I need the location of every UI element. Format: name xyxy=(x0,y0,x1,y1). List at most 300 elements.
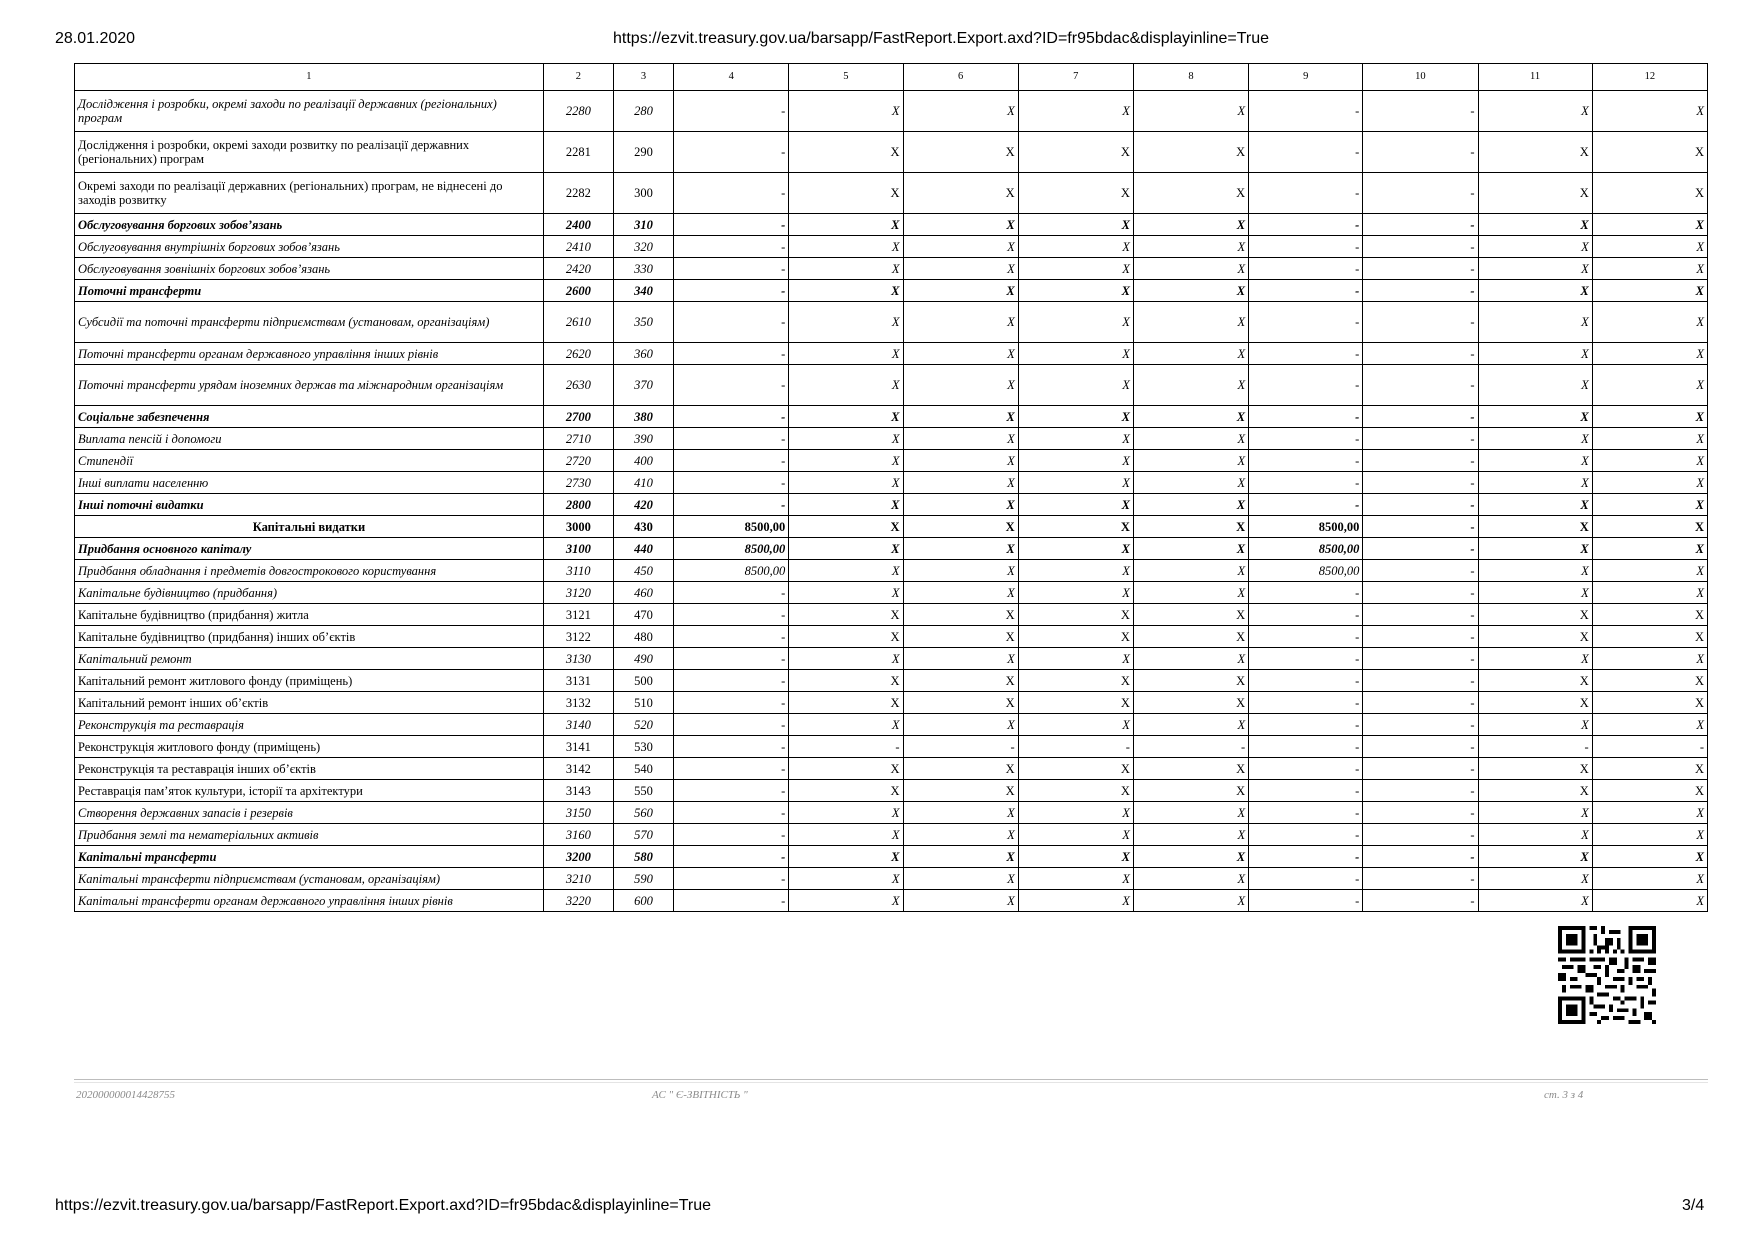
row-code: 3150 xyxy=(543,802,613,824)
row-value-col-4: - xyxy=(674,846,789,868)
table-row xyxy=(75,604,1708,626)
row-line-number: 360 xyxy=(613,343,673,365)
row-line-number: 330 xyxy=(613,258,673,280)
row-value-col-5: X xyxy=(789,472,903,494)
row-value-col-11: X xyxy=(1478,780,1592,802)
row-line-number: 580 xyxy=(613,846,673,868)
row-value-col-7: X xyxy=(1018,365,1133,406)
row-value-col-6: X xyxy=(903,824,1018,846)
row-line-number: 340 xyxy=(613,280,673,302)
row-value-col-10: - xyxy=(1363,582,1478,604)
table-row xyxy=(75,516,1708,538)
row-code: 3143 xyxy=(543,780,613,802)
row-value-col-5: X xyxy=(789,302,903,343)
row-value-col-7: X xyxy=(1018,236,1133,258)
row-value-col-11: X xyxy=(1478,365,1592,406)
row-value-col-8: X xyxy=(1133,560,1248,582)
row-value-col-11: X xyxy=(1478,824,1592,846)
row-value-col-6: X xyxy=(903,132,1018,173)
row-value-col-11: X xyxy=(1478,472,1592,494)
row-value-col-12: X xyxy=(1592,428,1707,450)
row-value-col-6: X xyxy=(903,604,1018,626)
table-row xyxy=(75,560,1708,582)
row-value-col-6: X xyxy=(903,560,1018,582)
column-header-12: 12 xyxy=(1592,64,1707,91)
row-code: 2280 xyxy=(543,91,613,132)
row-line-number: 380 xyxy=(613,406,673,428)
row-value-col-6: X xyxy=(903,450,1018,472)
row-value-col-8: X xyxy=(1133,516,1248,538)
row-value-col-12: X xyxy=(1592,890,1707,912)
row-value-col-6: X xyxy=(903,802,1018,824)
row-code: 3120 xyxy=(543,582,613,604)
row-value-col-9: - xyxy=(1249,91,1363,132)
row-code: 3132 xyxy=(543,692,613,714)
row-line-number: 400 xyxy=(613,450,673,472)
row-value-col-4: - xyxy=(674,670,789,692)
row-value-col-11: - xyxy=(1478,736,1592,758)
row-value-col-9: - xyxy=(1249,132,1363,173)
row-label: Придбання основного капіталу xyxy=(75,538,544,560)
row-code: 3200 xyxy=(543,846,613,868)
row-code: 3140 xyxy=(543,714,613,736)
row-value-col-10: - xyxy=(1363,692,1478,714)
row-value-col-11: X xyxy=(1478,91,1592,132)
row-line-number: 500 xyxy=(613,670,673,692)
row-value-col-8: X xyxy=(1133,758,1248,780)
row-line-number: 370 xyxy=(613,365,673,406)
row-value-col-4: - xyxy=(674,868,789,890)
row-value-col-10: - xyxy=(1363,236,1478,258)
row-value-col-8: X xyxy=(1133,236,1248,258)
row-code: 2720 xyxy=(543,450,613,472)
row-value-col-12: X xyxy=(1592,494,1707,516)
row-value-col-12: X xyxy=(1592,582,1707,604)
row-value-col-6: X xyxy=(903,343,1018,365)
row-value-col-12: X xyxy=(1592,846,1707,868)
row-value-col-12: X xyxy=(1592,406,1707,428)
row-value-col-12: X xyxy=(1592,280,1707,302)
row-value-col-9: - xyxy=(1249,494,1363,516)
table-header-row xyxy=(75,64,1708,91)
row-value-col-5: X xyxy=(789,648,903,670)
row-code: 2630 xyxy=(543,365,613,406)
row-value-col-4: - xyxy=(674,406,789,428)
row-value-col-9: - xyxy=(1249,173,1363,214)
row-value-col-5: X xyxy=(789,802,903,824)
table-row xyxy=(75,472,1708,494)
row-label: Виплата пенсій і допомоги xyxy=(75,428,544,450)
row-value-col-5: X xyxy=(789,258,903,280)
row-value-col-5: X xyxy=(789,236,903,258)
row-value-col-8: X xyxy=(1133,670,1248,692)
row-value-col-5: X xyxy=(789,758,903,780)
row-code: 3122 xyxy=(543,626,613,648)
table-row xyxy=(75,91,1708,132)
row-line-number: 490 xyxy=(613,648,673,670)
table-row xyxy=(75,736,1708,758)
row-value-col-8: X xyxy=(1133,91,1248,132)
row-value-col-9: - xyxy=(1249,450,1363,472)
row-value-col-5: X xyxy=(789,343,903,365)
row-value-col-10: - xyxy=(1363,560,1478,582)
row-value-col-11: X xyxy=(1478,582,1592,604)
row-value-col-11: X xyxy=(1478,890,1592,912)
row-code: 3210 xyxy=(543,868,613,890)
row-label: Поточні трансферти урядам іноземних держав та міжнародним організаціям xyxy=(75,365,544,406)
row-value-col-6: X xyxy=(903,648,1018,670)
row-value-col-6: X xyxy=(903,173,1018,214)
row-value-col-10: - xyxy=(1363,302,1478,343)
row-value-col-8: X xyxy=(1133,538,1248,560)
row-value-col-10: - xyxy=(1363,280,1478,302)
row-line-number: 480 xyxy=(613,626,673,648)
row-code: 2600 xyxy=(543,280,613,302)
row-value-col-12: X xyxy=(1592,868,1707,890)
row-value-col-9: - xyxy=(1249,890,1363,912)
row-value-col-10: - xyxy=(1363,780,1478,802)
row-value-col-7: X xyxy=(1018,758,1133,780)
row-value-col-9: - xyxy=(1249,258,1363,280)
row-value-col-4: - xyxy=(674,236,789,258)
row-value-col-12: X xyxy=(1592,365,1707,406)
table-row xyxy=(75,365,1708,406)
row-value-col-6: X xyxy=(903,714,1018,736)
row-label: Реконструкція житлового фонду (приміщень) xyxy=(75,736,544,758)
row-value-col-12: X xyxy=(1592,648,1707,670)
row-value-col-8: X xyxy=(1133,258,1248,280)
row-value-col-4: - xyxy=(674,780,789,802)
print-url-footer: https://ezvit.treasury.gov.ua/barsapp/FastReport.Export.axd?ID=fr95bdac&displayinline=True xyxy=(55,1197,712,1214)
row-code: 3220 xyxy=(543,890,613,912)
row-value-col-9: - xyxy=(1249,302,1363,343)
row-value-col-9: - xyxy=(1249,802,1363,824)
table-row xyxy=(75,670,1708,692)
row-value-col-4: - xyxy=(674,428,789,450)
row-value-col-11: X xyxy=(1478,343,1592,365)
table-row xyxy=(75,494,1708,516)
table-row xyxy=(75,428,1708,450)
row-code: 2620 xyxy=(543,343,613,365)
row-value-col-4: - xyxy=(674,714,789,736)
row-value-col-10: - xyxy=(1363,648,1478,670)
row-value-col-12: X xyxy=(1592,758,1707,780)
table-row xyxy=(75,258,1708,280)
row-value-col-7: X xyxy=(1018,824,1133,846)
row-value-col-6: X xyxy=(903,890,1018,912)
row-value-col-7: X xyxy=(1018,132,1133,173)
row-value-col-7: X xyxy=(1018,560,1133,582)
row-code: 2730 xyxy=(543,472,613,494)
row-value-col-9: 8500,00 xyxy=(1249,516,1363,538)
row-value-col-5: X xyxy=(789,494,903,516)
row-value-col-7: X xyxy=(1018,450,1133,472)
row-value-col-6: X xyxy=(903,846,1018,868)
row-label: Капітальні видатки xyxy=(75,516,544,538)
table-row xyxy=(75,626,1708,648)
row-value-col-6: X xyxy=(903,538,1018,560)
table-body xyxy=(75,91,1708,912)
table-row xyxy=(75,280,1708,302)
row-value-col-10: - xyxy=(1363,450,1478,472)
row-line-number: 520 xyxy=(613,714,673,736)
row-value-col-4: - xyxy=(674,302,789,343)
row-label: Капітальний ремонт житлового фонду (приміщень) xyxy=(75,670,544,692)
row-label: Обслуговування боргових зобов’язань xyxy=(75,214,544,236)
row-line-number: 600 xyxy=(613,890,673,912)
row-line-number: 440 xyxy=(613,538,673,560)
row-value-col-8: X xyxy=(1133,692,1248,714)
row-value-col-8: X xyxy=(1133,868,1248,890)
row-value-col-7: X xyxy=(1018,714,1133,736)
row-value-col-11: X xyxy=(1478,406,1592,428)
row-value-col-8: X xyxy=(1133,604,1248,626)
row-value-col-6: X xyxy=(903,214,1018,236)
row-value-col-7: X xyxy=(1018,280,1133,302)
row-value-col-12: X xyxy=(1592,560,1707,582)
row-line-number: 320 xyxy=(613,236,673,258)
row-value-col-9: 8500,00 xyxy=(1249,538,1363,560)
row-value-col-10: - xyxy=(1363,890,1478,912)
row-line-number: 460 xyxy=(613,582,673,604)
row-value-col-12: X xyxy=(1592,670,1707,692)
row-value-col-4: - xyxy=(674,472,789,494)
table-row xyxy=(75,406,1708,428)
row-code: 2420 xyxy=(543,258,613,280)
row-value-col-8: X xyxy=(1133,846,1248,868)
row-value-col-7: X xyxy=(1018,516,1133,538)
row-label: Поточні трансферти xyxy=(75,280,544,302)
column-header-8: 8 xyxy=(1133,64,1248,91)
row-value-col-9: - xyxy=(1249,604,1363,626)
row-value-col-11: X xyxy=(1478,302,1592,343)
row-value-col-6: X xyxy=(903,91,1018,132)
row-value-col-9: - xyxy=(1249,736,1363,758)
row-code: 3110 xyxy=(543,560,613,582)
row-label: Капітальний ремонт xyxy=(75,648,544,670)
row-value-col-10: - xyxy=(1363,472,1478,494)
row-value-col-12: X xyxy=(1592,714,1707,736)
footer-divider xyxy=(74,1079,1708,1080)
row-value-col-9: - xyxy=(1249,670,1363,692)
row-label: Субсидії та поточні трансферти підприємствам (установам, організаціям) xyxy=(75,302,544,343)
row-value-col-8: X xyxy=(1133,280,1248,302)
row-value-col-4: - xyxy=(674,258,789,280)
row-value-col-7: X xyxy=(1018,846,1133,868)
row-value-col-5: X xyxy=(789,450,903,472)
footer-divider-secondary xyxy=(74,1082,1708,1083)
row-value-col-10: - xyxy=(1363,670,1478,692)
row-value-col-11: X xyxy=(1478,428,1592,450)
row-value-col-11: X xyxy=(1478,560,1592,582)
row-value-col-11: X xyxy=(1478,670,1592,692)
table-row xyxy=(75,214,1708,236)
row-code: 3142 xyxy=(543,758,613,780)
column-header-3: 3 xyxy=(613,64,673,91)
row-value-col-7: X xyxy=(1018,472,1133,494)
row-value-col-5: X xyxy=(789,406,903,428)
row-value-col-12: X xyxy=(1592,780,1707,802)
row-value-col-11: X xyxy=(1478,648,1592,670)
row-value-col-9: - xyxy=(1249,648,1363,670)
row-value-col-6: X xyxy=(903,692,1018,714)
row-value-col-5: X xyxy=(789,91,903,132)
row-value-col-5: X xyxy=(789,582,903,604)
row-value-col-9: - xyxy=(1249,280,1363,302)
row-label: Стипендії xyxy=(75,450,544,472)
column-header-1: 1 xyxy=(75,64,544,91)
row-value-col-10: - xyxy=(1363,758,1478,780)
row-value-col-9: - xyxy=(1249,780,1363,802)
row-value-col-11: X xyxy=(1478,516,1592,538)
row-value-col-9: - xyxy=(1249,714,1363,736)
row-value-col-11: X xyxy=(1478,714,1592,736)
row-value-col-4: - xyxy=(674,692,789,714)
row-value-col-9: - xyxy=(1249,406,1363,428)
row-line-number: 310 xyxy=(613,214,673,236)
row-value-col-4: - xyxy=(674,494,789,516)
row-value-col-10: - xyxy=(1363,173,1478,214)
table-row xyxy=(75,692,1708,714)
row-value-col-12: X xyxy=(1592,91,1707,132)
row-label: Обслуговування зовнішніх боргових зобов’язань xyxy=(75,258,544,280)
row-value-col-12: X xyxy=(1592,236,1707,258)
row-value-col-6: X xyxy=(903,302,1018,343)
row-value-col-8: X xyxy=(1133,626,1248,648)
row-value-col-4: - xyxy=(674,343,789,365)
row-code: 3121 xyxy=(543,604,613,626)
row-label: Реконструкція та реставрація інших об’єктів xyxy=(75,758,544,780)
row-value-col-5: X xyxy=(789,173,903,214)
row-value-col-8: X xyxy=(1133,406,1248,428)
row-value-col-6: X xyxy=(903,670,1018,692)
row-code: 2610 xyxy=(543,302,613,343)
row-value-col-6: X xyxy=(903,280,1018,302)
row-value-col-4: 8500,00 xyxy=(674,560,789,582)
row-value-col-7: X xyxy=(1018,692,1133,714)
row-value-col-8: X xyxy=(1133,450,1248,472)
row-value-col-11: X xyxy=(1478,132,1592,173)
row-code: 2710 xyxy=(543,428,613,450)
row-value-col-12: X xyxy=(1592,343,1707,365)
row-value-col-5: - xyxy=(789,736,903,758)
row-value-col-6: X xyxy=(903,365,1018,406)
row-value-col-5: X xyxy=(789,780,903,802)
row-value-col-10: - xyxy=(1363,736,1478,758)
column-header-11: 11 xyxy=(1478,64,1592,91)
row-value-col-12: X xyxy=(1592,258,1707,280)
table-row xyxy=(75,173,1708,214)
row-value-col-10: - xyxy=(1363,343,1478,365)
row-code: 3160 xyxy=(543,824,613,846)
row-label: Інші поточні видатки xyxy=(75,494,544,516)
row-value-col-8: X xyxy=(1133,472,1248,494)
row-value-col-6: X xyxy=(903,626,1018,648)
row-value-col-9: - xyxy=(1249,343,1363,365)
row-value-col-8: - xyxy=(1133,736,1248,758)
row-value-col-9: - xyxy=(1249,626,1363,648)
row-value-col-7: X xyxy=(1018,538,1133,560)
row-value-col-11: X xyxy=(1478,538,1592,560)
row-value-col-7: X xyxy=(1018,604,1133,626)
row-value-col-11: X xyxy=(1478,692,1592,714)
row-value-col-10: - xyxy=(1363,626,1478,648)
table-row xyxy=(75,758,1708,780)
row-label: Капітальні трансферти органам державного управління інших рівнів xyxy=(75,890,544,912)
row-value-col-9: - xyxy=(1249,472,1363,494)
column-header-5: 5 xyxy=(789,64,903,91)
column-header-9: 9 xyxy=(1249,64,1363,91)
row-value-col-7: X xyxy=(1018,428,1133,450)
row-line-number: 280 xyxy=(613,91,673,132)
row-code: 2700 xyxy=(543,406,613,428)
row-code: 2282 xyxy=(543,173,613,214)
row-value-col-11: X xyxy=(1478,758,1592,780)
table-row xyxy=(75,450,1708,472)
row-value-col-9: - xyxy=(1249,758,1363,780)
row-value-col-10: - xyxy=(1363,132,1478,173)
row-value-col-12: X xyxy=(1592,604,1707,626)
row-label: Капітальне будівництво (придбання) xyxy=(75,582,544,604)
table-row xyxy=(75,802,1708,824)
row-code: 3000 xyxy=(543,516,613,538)
row-value-col-11: X xyxy=(1478,214,1592,236)
system-name: АС " Є-ЗВІТНІСТЬ " xyxy=(652,1089,748,1101)
row-line-number: 560 xyxy=(613,802,673,824)
row-value-col-9: - xyxy=(1249,868,1363,890)
row-value-col-7: X xyxy=(1018,802,1133,824)
table-row xyxy=(75,538,1708,560)
row-value-col-8: X xyxy=(1133,714,1248,736)
row-value-col-4: - xyxy=(674,91,789,132)
row-value-col-7: X xyxy=(1018,626,1133,648)
row-value-col-12: X xyxy=(1592,214,1707,236)
row-code: 2800 xyxy=(543,494,613,516)
row-value-col-7: X xyxy=(1018,670,1133,692)
row-value-col-12: X xyxy=(1592,132,1707,173)
row-value-col-10: - xyxy=(1363,91,1478,132)
row-value-col-12: - xyxy=(1592,736,1707,758)
row-value-col-9: - xyxy=(1249,582,1363,604)
row-value-col-12: X xyxy=(1592,626,1707,648)
row-value-col-11: X xyxy=(1478,173,1592,214)
document-id: 202000000014428755 xyxy=(76,1089,175,1101)
row-value-col-8: X xyxy=(1133,648,1248,670)
row-label: Соціальне забезпечення xyxy=(75,406,544,428)
row-line-number: 450 xyxy=(613,560,673,582)
row-value-col-5: X xyxy=(789,516,903,538)
row-line-number: 470 xyxy=(613,604,673,626)
row-value-col-10: - xyxy=(1363,538,1478,560)
row-value-col-8: X xyxy=(1133,802,1248,824)
row-line-number: 530 xyxy=(613,736,673,758)
table-row xyxy=(75,714,1708,736)
row-value-col-9: 8500,00 xyxy=(1249,560,1363,582)
row-value-col-5: X xyxy=(789,824,903,846)
row-line-number: 590 xyxy=(613,868,673,890)
row-value-col-10: - xyxy=(1363,406,1478,428)
row-line-number: 570 xyxy=(613,824,673,846)
row-value-col-12: X xyxy=(1592,302,1707,343)
print-date: 28.01.2020 xyxy=(55,30,136,47)
row-value-col-4: - xyxy=(674,626,789,648)
row-value-col-5: X xyxy=(789,846,903,868)
table-row xyxy=(75,824,1708,846)
row-label: Капітальне будівництво (придбання) інших об’єктів xyxy=(75,626,544,648)
row-code: 3131 xyxy=(543,670,613,692)
row-value-col-4: - xyxy=(674,450,789,472)
table-row xyxy=(75,132,1708,173)
